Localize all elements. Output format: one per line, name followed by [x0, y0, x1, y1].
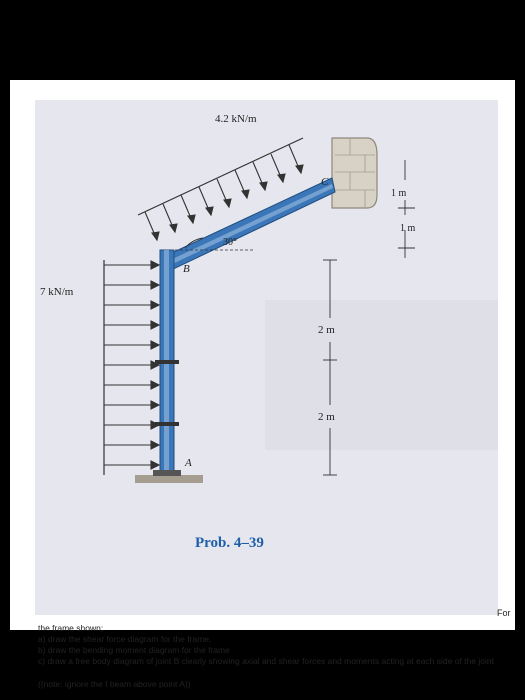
label-dim-top-1: 1 m	[391, 188, 407, 199]
label-point-a: A	[185, 457, 192, 469]
content-card	[10, 80, 515, 689]
frame-diagram	[35, 100, 498, 615]
question-intro: the frame shown;	[38, 623, 104, 633]
label-point-b: B	[183, 263, 190, 275]
question-part-b: b) draw the bending moment diagram for the frame	[38, 645, 230, 655]
question-part-c: c) draw a free body diagram of joint B clearly showing axial and shear forces and moments acting at each side of the joint	[38, 656, 494, 666]
label-top-load: 4.2 kN/m	[215, 113, 257, 125]
wall-support	[332, 138, 377, 208]
label-dim-vert-1: 2 m	[318, 324, 335, 336]
label-point-c: C	[321, 176, 329, 188]
label-dim-top-2: 1 m	[400, 223, 416, 234]
label-angle: 30°	[223, 237, 237, 248]
for-label: For	[497, 608, 511, 618]
figure-caption: Prob. 4–39	[195, 535, 264, 551]
label-dim-vert-2: 2 m	[318, 411, 335, 423]
textbook-figure-photo	[35, 100, 498, 615]
question-text	[38, 623, 513, 690]
question-note: ((note: ignore the I beam above point A))	[38, 679, 191, 689]
label-left-load: 7 kN/m	[40, 286, 74, 298]
question-part-a: a) draw the shear force diagram for the frame.	[38, 634, 212, 644]
